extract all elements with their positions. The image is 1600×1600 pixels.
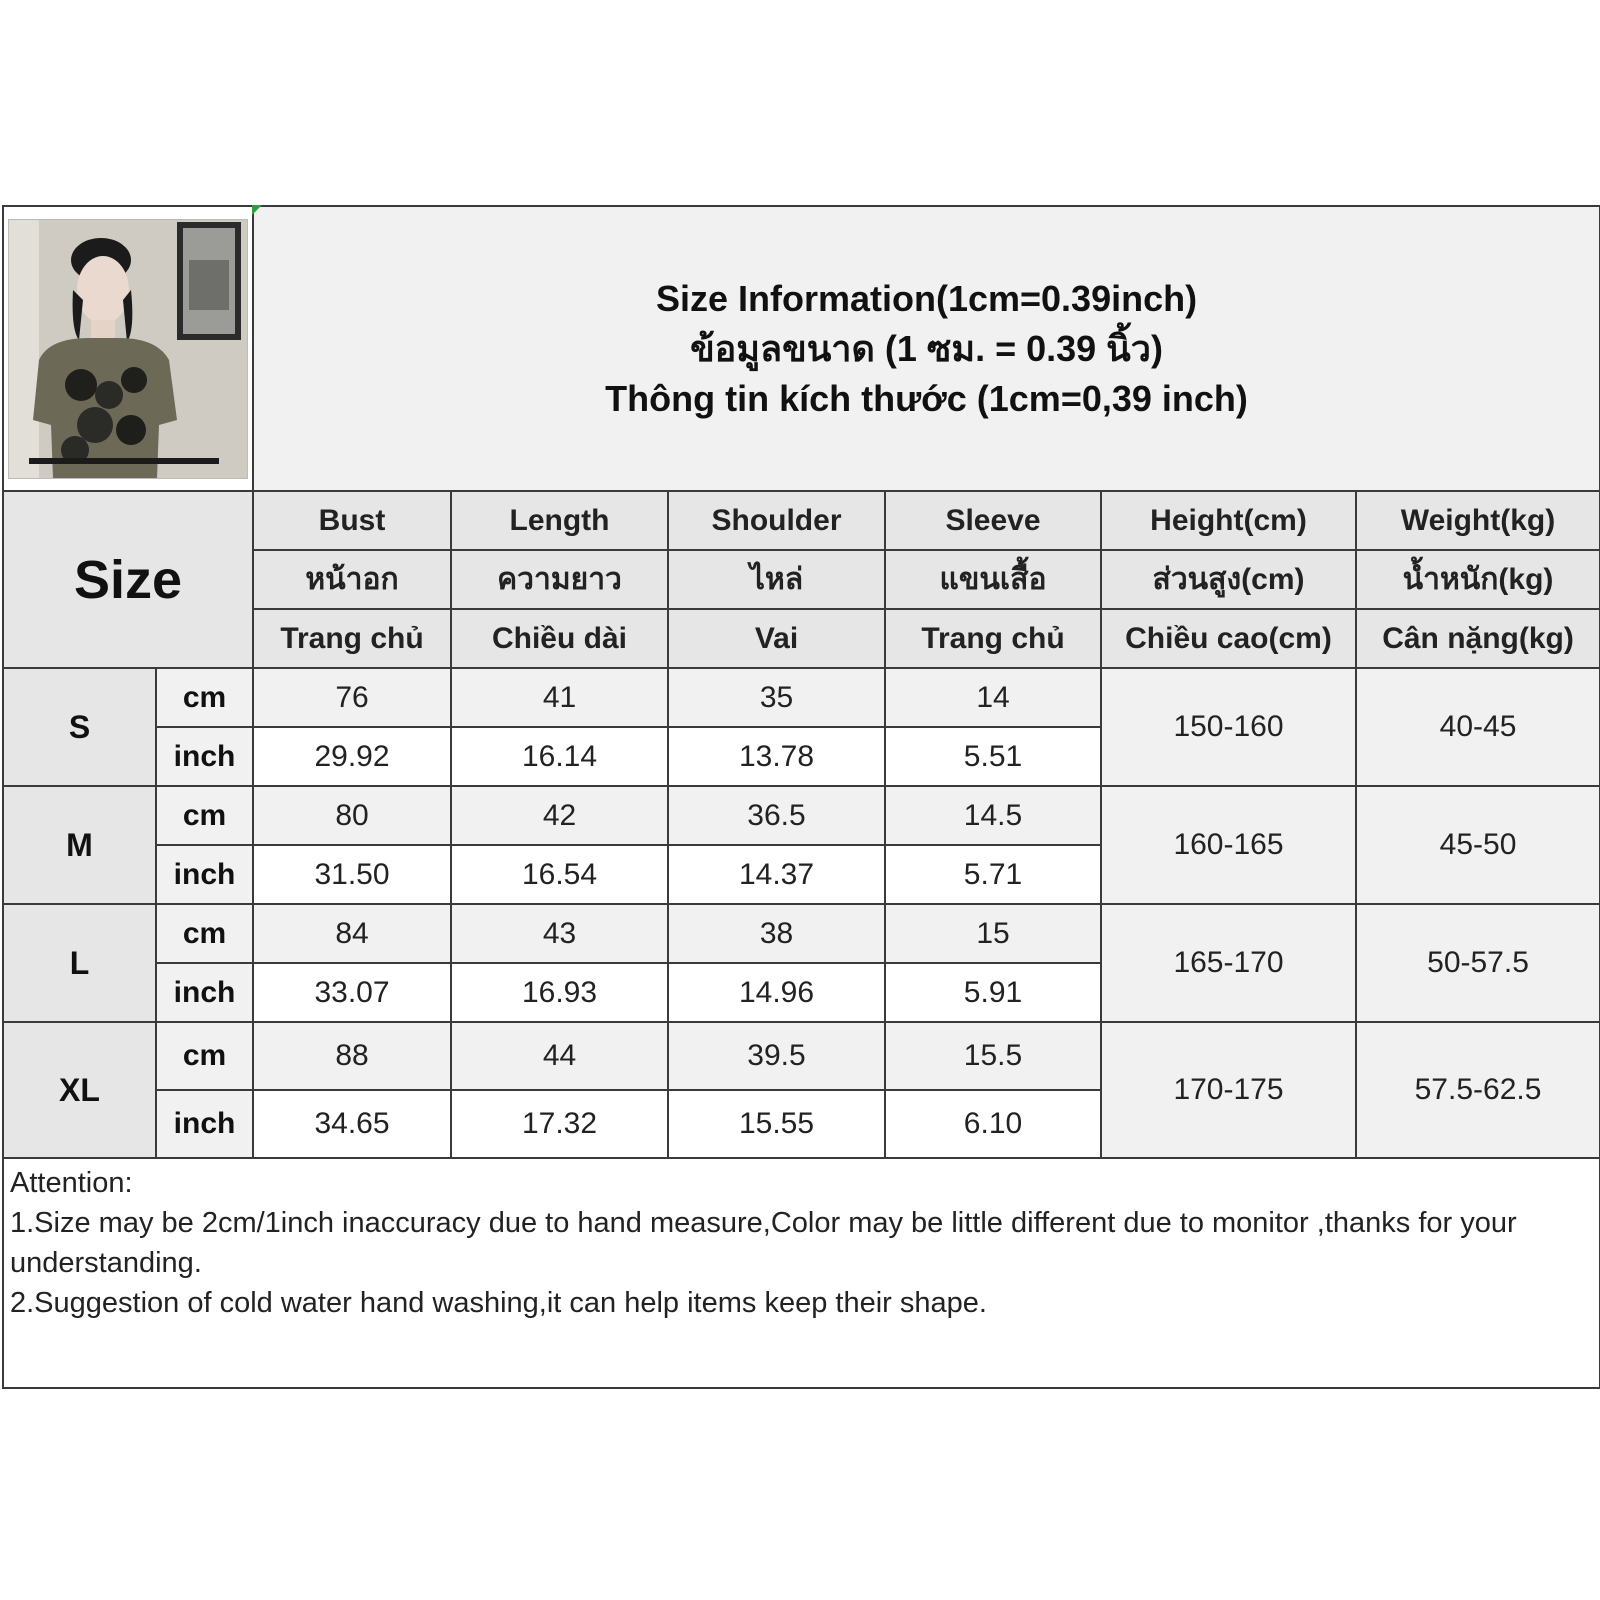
- title-cell: [253, 206, 1600, 491]
- length-inch: 16.14: [451, 727, 668, 786]
- cell-corner-marker: [252, 205, 262, 215]
- title-english: Size Information(1cm=0.39inch): [655, 277, 1198, 319]
- shoulder-inch: 13.78: [668, 727, 885, 786]
- sleeve-inch: 5.91: [885, 963, 1101, 1022]
- bust-cm: 76: [253, 668, 451, 727]
- note-item-2: 2.Suggestion of cold water hand washing,it can help items keep their shape.: [10, 1287, 987, 1319]
- header-height-th: ส่วนสูง(cm): [1101, 550, 1356, 609]
- header-sleeve-vi: Trang chủ: [885, 609, 1101, 668]
- weight-range: 57.5-62.5: [1356, 1022, 1600, 1158]
- bust-cm: 84: [253, 904, 451, 963]
- unit-label: inch: [156, 1090, 253, 1158]
- size-chart-table: [2, 205, 1600, 1389]
- size-name: XL: [3, 1022, 156, 1158]
- table-row: [3, 904, 1600, 963]
- header-shoulder-en: Shoulder: [668, 491, 885, 550]
- length-cm: 43: [451, 904, 668, 963]
- size-name: M: [3, 786, 156, 904]
- shoulder-cm: 35: [668, 668, 885, 727]
- model-photo-illustration: [9, 220, 247, 478]
- header-weight-vi: Cân nặng(kg): [1356, 609, 1600, 668]
- header-shoulder-vi: Vai: [668, 609, 885, 668]
- title-thai: ข้อมูลขนาด (1 ซม. = 0.39 นิ้ว): [690, 327, 1163, 369]
- length-inch: 17.32: [451, 1090, 668, 1158]
- sleeve-inch: 5.51: [885, 727, 1101, 786]
- unit-label: cm: [156, 904, 253, 963]
- unit-label: cm: [156, 786, 253, 845]
- unit-label: cm: [156, 1022, 253, 1090]
- weight-range: 50-57.5: [1356, 904, 1600, 1022]
- shoulder-cm: 38: [668, 904, 885, 963]
- sleeve-inch: 6.10: [885, 1090, 1101, 1158]
- header-row-english: [3, 491, 1600, 550]
- bust-inch: 34.65: [253, 1090, 451, 1158]
- table-row: [3, 786, 1600, 845]
- unit-label: inch: [156, 727, 253, 786]
- height-range: 170-175: [1101, 1022, 1356, 1158]
- header-bust-vi: Trang chủ: [253, 609, 451, 668]
- note-item-1: 1.Size may be 2cm/1inch inaccuracy due to hand measure,Color may be little different due to monitor ,thanks for your understanding.: [10, 1207, 1517, 1279]
- notes-row: [3, 1158, 1600, 1388]
- length-cm: 44: [451, 1022, 668, 1090]
- length-cm: 41: [451, 668, 668, 727]
- header-height-en: Height(cm): [1101, 491, 1356, 550]
- header-length-vi: Chiều dài: [451, 609, 668, 668]
- unit-label: cm: [156, 668, 253, 727]
- product-photo-cell: [3, 206, 253, 491]
- sleeve-cm: 15.5: [885, 1022, 1101, 1090]
- unit-label: inch: [156, 963, 253, 1022]
- length-inch: 16.54: [451, 845, 668, 904]
- shoulder-inch: 14.37: [668, 845, 885, 904]
- sleeve-cm: 15: [885, 904, 1101, 963]
- shoulder-inch: 14.96: [668, 963, 885, 1022]
- shoulder-inch: 15.55: [668, 1090, 885, 1158]
- header-sleeve-en: Sleeve: [885, 491, 1101, 550]
- sleeve-cm: 14: [885, 668, 1101, 727]
- header-shoulder-th: ไหล่: [668, 550, 885, 609]
- title-row: [3, 206, 1600, 491]
- size-name: S: [3, 668, 156, 786]
- title-vietnamese: Thông tin kích thước (1cm=0,39 inch): [605, 377, 1248, 419]
- sleeve-inch: 5.71: [885, 845, 1101, 904]
- bust-inch: 31.50: [253, 845, 451, 904]
- unit-label: inch: [156, 845, 253, 904]
- attention-notes: [3, 1158, 1600, 1388]
- table-row: [3, 668, 1600, 727]
- height-range: 150-160: [1101, 668, 1356, 786]
- size-header-label: Size: [3, 491, 253, 668]
- height-range: 165-170: [1101, 904, 1356, 1022]
- sleeve-cm: 14.5: [885, 786, 1101, 845]
- header-bust-en: Bust: [253, 491, 451, 550]
- length-inch: 16.93: [451, 963, 668, 1022]
- bust-inch: 33.07: [253, 963, 451, 1022]
- header-sleeve-th: แขนเสื้อ: [885, 550, 1101, 609]
- header-bust-th: หน้าอก: [253, 550, 451, 609]
- weight-range: 45-50: [1356, 786, 1600, 904]
- bust-cm: 88: [253, 1022, 451, 1090]
- header-length-th: ความยาว: [451, 550, 668, 609]
- header-weight-en: Weight(kg): [1356, 491, 1600, 550]
- weight-range: 40-45: [1356, 668, 1600, 786]
- shoulder-cm: 39.5: [668, 1022, 885, 1090]
- shoulder-cm: 36.5: [668, 786, 885, 845]
- header-length-en: Length: [451, 491, 668, 550]
- header-height-vi: Chiều cao(cm): [1101, 609, 1356, 668]
- product-photo: [8, 219, 248, 479]
- height-range: 160-165: [1101, 786, 1356, 904]
- notes-heading: Attention:: [10, 1167, 133, 1199]
- size-name: L: [3, 904, 156, 1022]
- bust-cm: 80: [253, 786, 451, 845]
- bust-inch: 29.92: [253, 727, 451, 786]
- header-weight-th: น้ำหนัก(kg): [1356, 550, 1600, 609]
- length-cm: 42: [451, 786, 668, 845]
- table-row: [3, 1022, 1600, 1090]
- size-chart-sheet: [2, 205, 1599, 1396]
